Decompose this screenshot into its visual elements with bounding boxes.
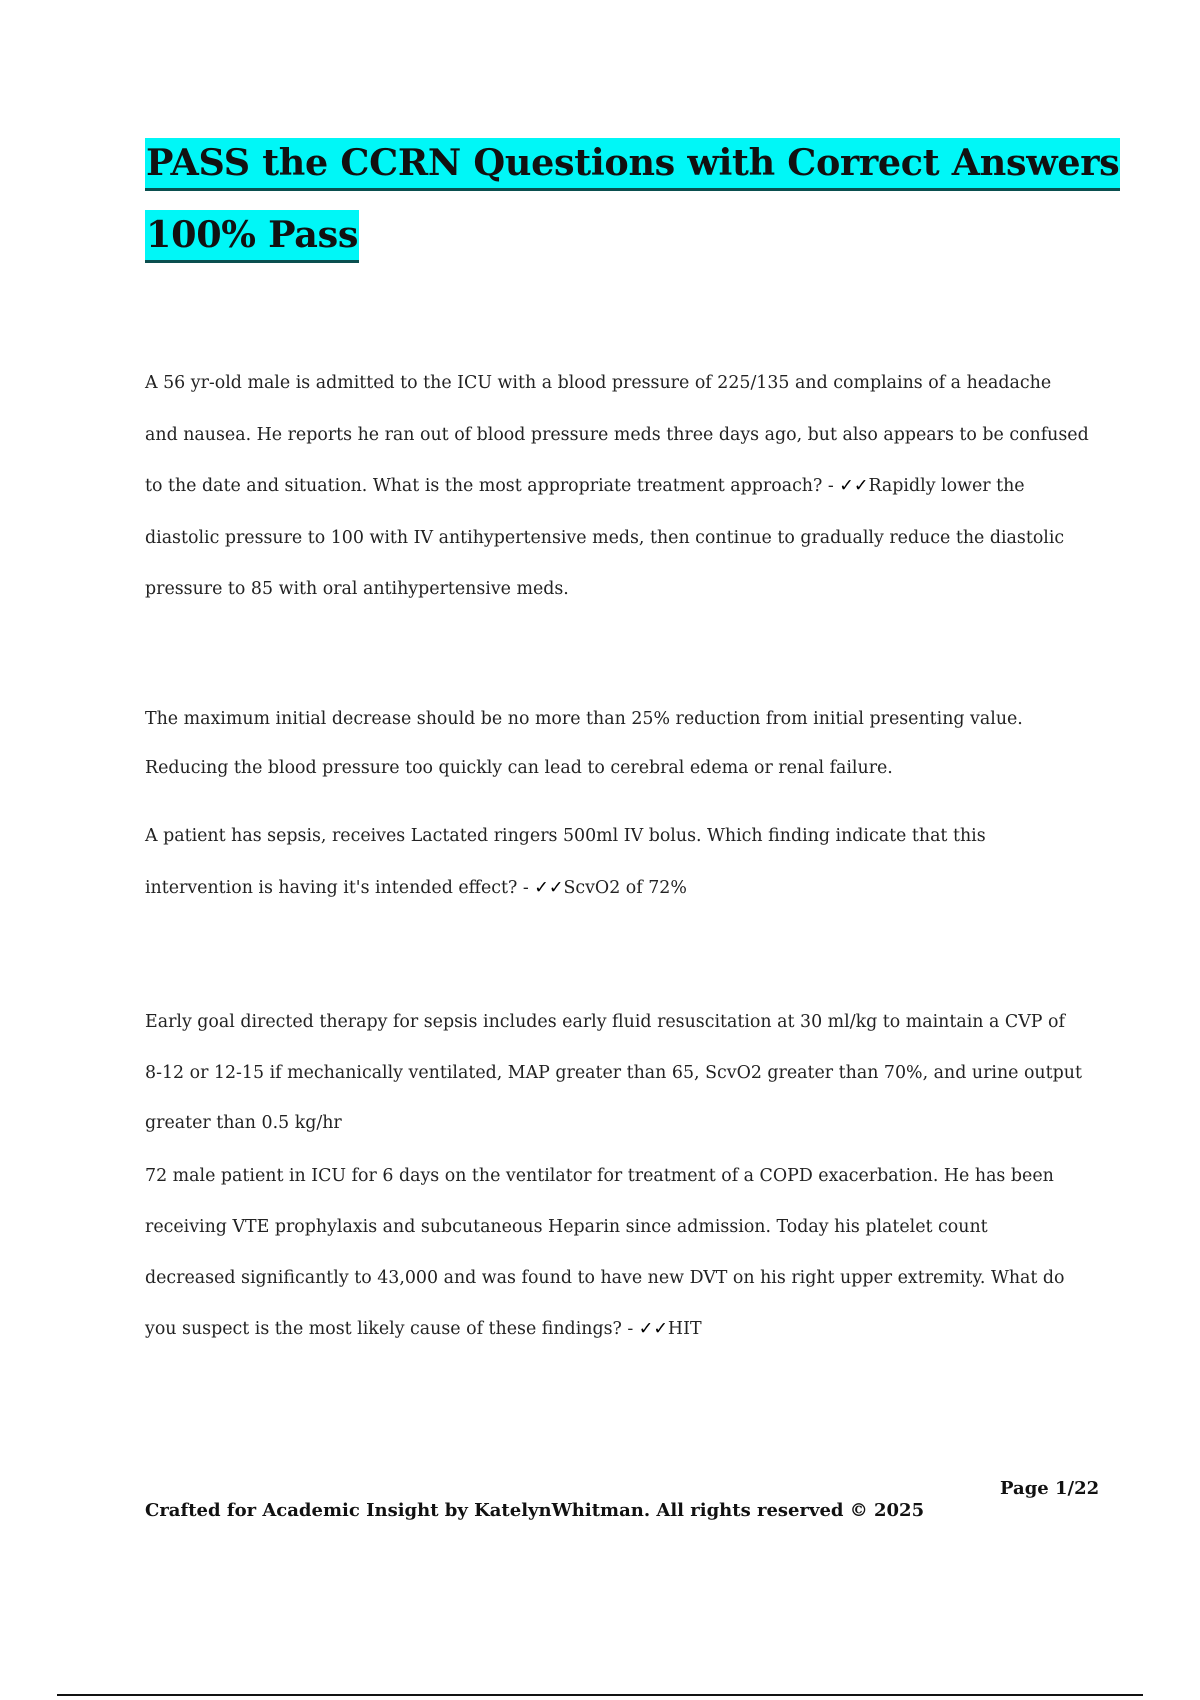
question-1-rationale — [145, 695, 1090, 793]
title-line-2: 100% Pass — [145, 210, 359, 263]
question-2 — [145, 810, 1090, 914]
checkmark-icon: ✓✓ — [839, 476, 869, 496]
q3-answer: HIT — [667, 1319, 702, 1339]
checkmark-icon: ✓✓ — [534, 878, 564, 898]
q3-line-4-text: you suspect is the most likely cause of these findings? - — [145, 1319, 639, 1339]
question-1 — [145, 358, 1090, 616]
q1-line-3-text: to the date and situation. What is the most appropriate treatment approach? - — [145, 476, 840, 496]
q3-line-4 — [145, 1304, 1090, 1355]
q1-line-3 — [145, 461, 1090, 513]
question-3 — [145, 1151, 1090, 1355]
question-2-rationale — [145, 997, 1090, 1149]
q3-line-3: decreased significantly to 43,000 and was found to have new DVT on his right upper extremity. What do — [145, 1268, 1065, 1288]
document-title — [145, 138, 1120, 256]
q2-rationale-line-2: 8-12 or 12-15 if mechanically ventilated, MAP greater than 65, ScvO2 greater than 70%, and urine output — [145, 1062, 1082, 1083]
q1-rationale-line-2: Reducing the blood pressure too quickly can lead to cerebral edema or renal failure. — [145, 758, 893, 778]
q2-line-1: A patient has sepsis, receives Lactated ringers 500ml IV bolus. Which finding indicate that this — [145, 826, 986, 846]
q2-line-2 — [145, 862, 1090, 914]
q3-line-1: 72 male patient in ICU for 6 days on the ventilator for treatment of a COPD exacerbation. He has been — [145, 1166, 1054, 1186]
footer-credit: Crafted for Academic Insight by KatelynWhitman. All rights reserved © 2025 — [145, 1500, 925, 1521]
page-bottom-divider — [57, 1694, 1143, 1696]
q2-answer: ScvO2 of 72% — [563, 878, 687, 898]
q1-line-4: diastolic pressure to 100 with IV antihypertensive meds, then continue to gradually reduce the diastolic — [145, 527, 1065, 548]
q1-rationale-line-1: The maximum initial decrease should be no more than 25% reduction from initial presenting value. — [145, 709, 1023, 729]
page-number: Page 1/22 — [1000, 1478, 1100, 1499]
q2-line-2-text: intervention is having it's intended effect? - — [145, 878, 535, 898]
q1-line-5: pressure to 85 with oral antihypertensive meds. — [145, 579, 569, 599]
q1-answer: Rapidly lower the — [868, 476, 1025, 496]
q2-rationale-line-3: greater than 0.5 kg/hr — [145, 1113, 342, 1133]
title-line-1: PASS the CCRN Questions with Correct Answers — [145, 138, 1120, 191]
q1-line-1: A 56 yr-old male is admitted to the ICU with a blood pressure of 225/135 and complains of a headache — [145, 373, 1052, 393]
q2-rationale-line-1: Early goal directed therapy for sepsis includes early fluid resuscitation at 30 ml/kg to maintain a CVP of — [145, 1012, 1065, 1032]
checkmark-icon: ✓✓ — [638, 1319, 668, 1339]
q1-line-2: and nausea. He reports he ran out of blood pressure meds three days ago, but also appears to be confused — [145, 424, 1089, 445]
q3-line-2: receiving VTE prophylaxis and subcutaneous Heparin since admission. Today his platelet count — [145, 1217, 988, 1237]
